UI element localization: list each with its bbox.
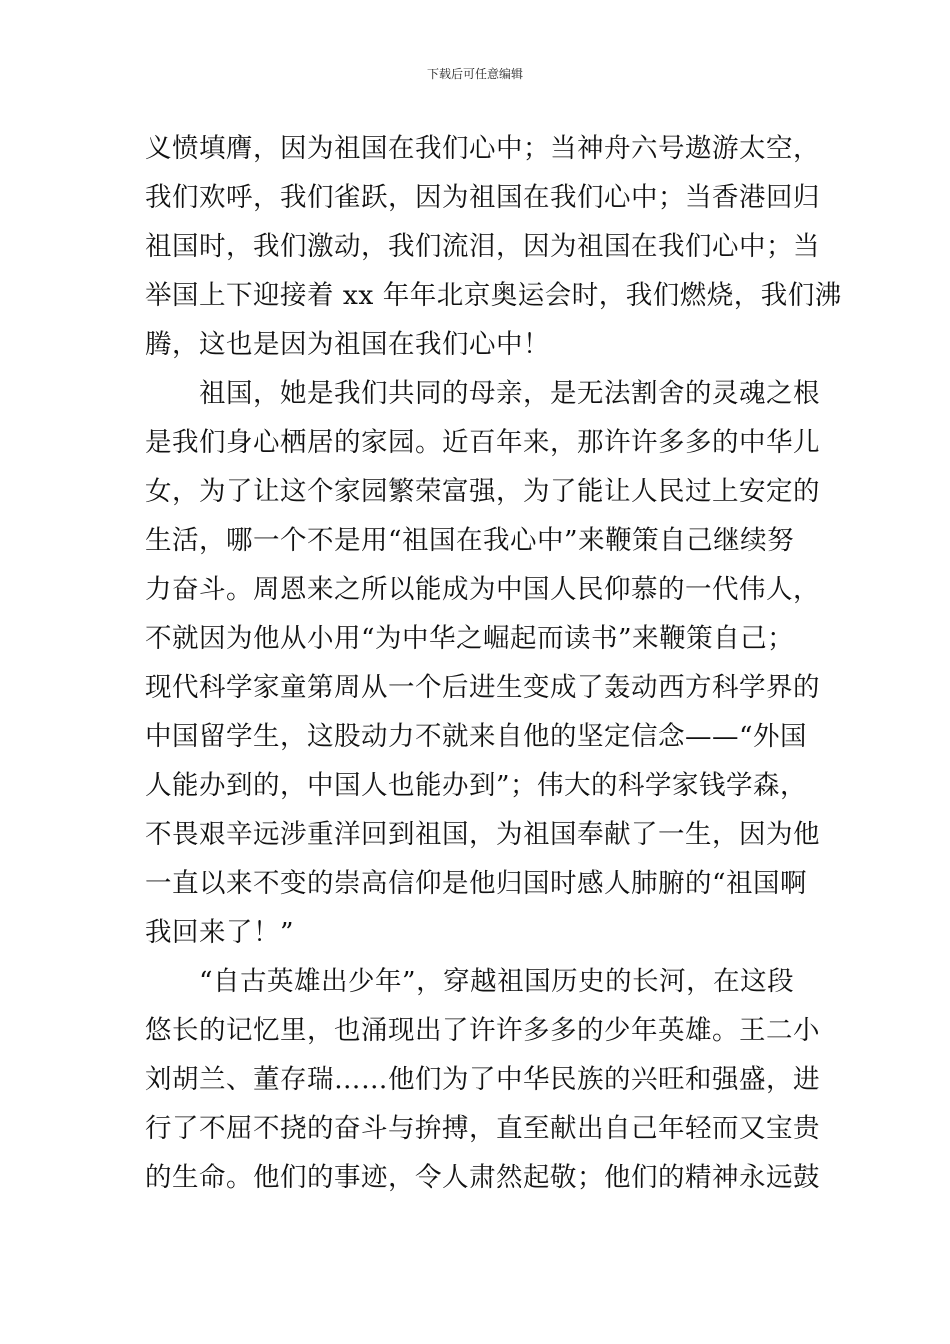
text-line: 力奋斗。周恩来之所以能成为中国人民仰慕的一代伟人， (145, 574, 820, 605)
text-line: “自古英雄出少年”，穿越祖国历史的长河，在这段 (199, 966, 795, 997)
text-line: 祖国时，我们激动，我们流泪，因为祖国在我们心中；当 (145, 231, 820, 262)
text-line: 刘胡兰、董存瑞……他们为了中华民族的兴旺和强盛，进 (145, 1064, 820, 1095)
text-line: 现代科学家童第周从一个后进生变成了轰动西方科学界的 (145, 672, 820, 703)
text-line: 的生命。他们的事迹，令人肃然起敬；他们的精神永远鼓 (145, 1162, 820, 1193)
text-line: 不畏艰辛远涉重洋回到祖国，为祖国奉献了一生，因为他 (145, 819, 820, 850)
text-line: 我回来了！” (145, 917, 295, 948)
text-line: 中国留学生，这股动力不就来自他的坚定信念——“外国 (145, 721, 808, 752)
text-line: 是我们身心栖居的家园。近百年来，那许许多多的中华儿 (145, 427, 820, 458)
page-header: 下载后可任意编辑 (426, 67, 523, 81)
text-line: 我们欢呼，我们雀跃，因为祖国在我们心中；当香港回归 (145, 182, 820, 213)
text-line: 一直以来不变的崇高信仰是他归国时感人肺腑的“祖国啊 (145, 868, 808, 899)
text-line: 女，为了让这个家园繁荣富强，为了能让人民过上安定的 (145, 476, 820, 507)
text-line: 人能办到的，中国人也能办到”；伟大的科学家钱学森， (145, 770, 808, 801)
text-line: 生活，哪一个不是用“祖国在我心中”来鞭策自己继续努 (145, 525, 795, 556)
text-line: 义愤填膺，因为祖国在我们心中；当神舟六号遨游太空， (145, 133, 820, 164)
text-line: 腾，这也是因为祖国在我们心中！ (145, 329, 550, 360)
text-line: 行了不屈不挠的奋斗与拚搏，直至献出自己年轻而又宝贵 (145, 1113, 820, 1144)
text-line: 祖国，她是我们共同的母亲，是无法割舍的灵魂之根 (199, 378, 820, 409)
text-line: 悠长的记忆里，也涌现出了许许多多的少年英雄。王二小 (145, 1015, 820, 1046)
document-body (145, 124, 842, 1202)
text-line: 举国上下迎接着 xx 年年北京奥运会时，我们燃烧，我们沸 (145, 280, 842, 311)
text-line: 不就因为他从小用“为中华之崛起而读书”来鞭策自己； (145, 623, 795, 654)
